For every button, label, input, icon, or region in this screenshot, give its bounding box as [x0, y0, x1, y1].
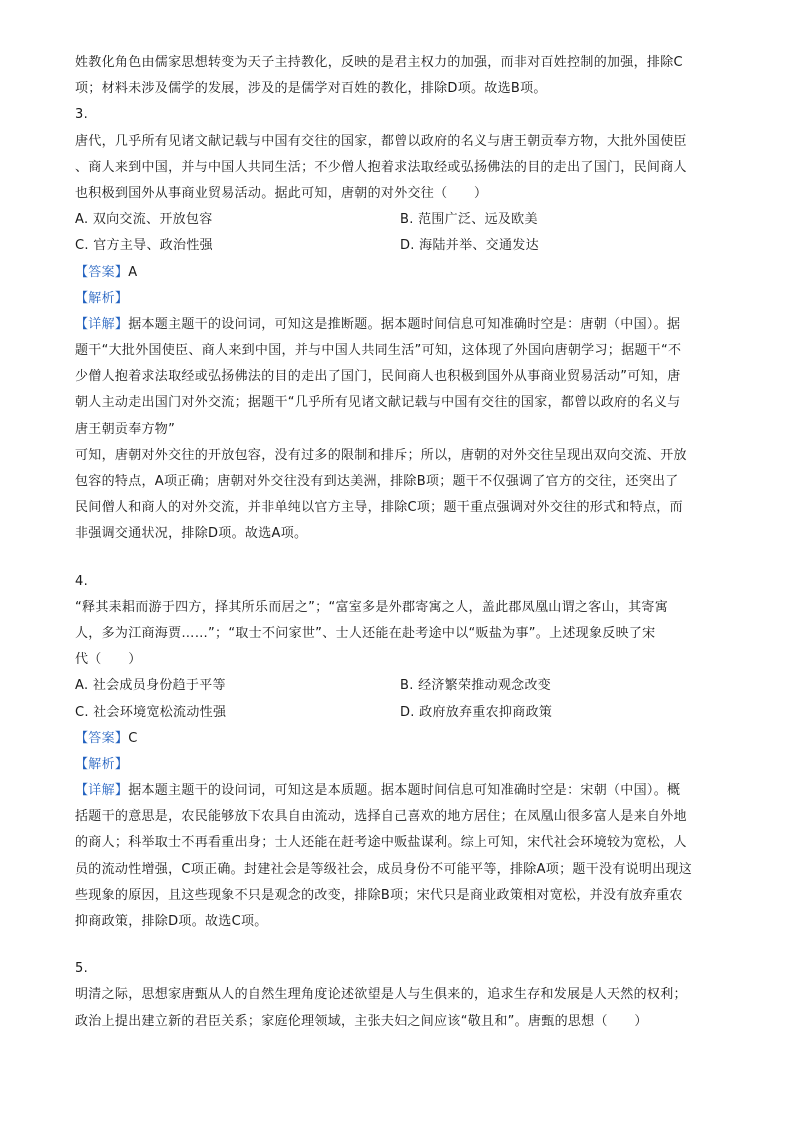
option-b: B. 范围广泛、远及欧美 [400, 212, 538, 228]
detail-tag: 【详解】 [75, 783, 129, 799]
intro-line: 姓教化角色由儒家思想转变为天子主持教化，反映的是君主权力的加强，而非对百姓控制的加强，排除C [75, 55, 683, 70]
option-a: A. 双向交流、开放包容 [75, 212, 213, 228]
option-c: C. 官方主导、政治性强 [75, 238, 213, 254]
question-stem-line: 明清之际，思想家唐甄从人的自然生理角度论述欲望是人与生俱来的，追求生存和发展是人天然的权利； [75, 987, 687, 1003]
detail-line: 非强调交通状况，排除D项。故选A项。 [75, 526, 308, 542]
question-stem-line: 人，多为江商海贾……”；“取士不问家世”、士人还能在赴考途中以“贩盐为事”。上述现象反映了宋 [75, 625, 656, 641]
question-stem-line: 政治上提出建立新的君臣关系；家庭伦理领域，主张夫妇之间应该“敬且和”。唐甄的思想（ ） [75, 1013, 648, 1029]
detail-line: 括题干的意思是，农民能够放下农具自由流动，选择自己喜欢的地方居住；在凤凰山很多富人是来自外地 [75, 809, 687, 825]
question-stem-line: “释其耒耜而游于四方，择其所乐而居之”；“富室多是外郡寄寓之人，盖此郡凤凰山谓之客山，其寄寓 [75, 599, 669, 615]
detail-line: 抑商政策，排除D项。故选C项。 [75, 914, 268, 929]
option-row [75, 207, 725, 233]
option-d: D. 海陆并举、交通发达 [400, 238, 539, 254]
answer-tag: 【答案】 [75, 264, 129, 280]
analysis-tag: 【解析】 [75, 290, 129, 306]
question-number: 5. [75, 961, 89, 977]
detail-line: 朝人主动走出国门对外交流；据题干“几乎所有见诸文献记载与中国有交往的国家，都曾以政府的名义与 [75, 395, 681, 411]
question-stem-line: 唐代，几乎所有见诸文献记载与中国有交往的国家，都曾以政府的名义与唐王朝贡奉方物，大批外国使臣 [75, 133, 687, 149]
option-row [75, 700, 725, 726]
analysis-line [75, 752, 725, 778]
answer-line [75, 260, 725, 286]
question-3 [75, 102, 725, 547]
detail-line: 员的流动性增强，C项正确。封建社会是等级社会，成员身份不可能平等，排除A项；题干没有说明出现这 [75, 861, 693, 877]
detail-line: 可知，唐朝对外交往的开放包容，没有过多的限制和排斥；所以，唐朝的对外交往呈现出双向交流、开放 [75, 447, 687, 463]
question-number: 4. [75, 573, 89, 589]
intro-paragraph [75, 50, 725, 102]
answer-line [75, 726, 725, 752]
detail-line: 题干“大批外国使臣、商人来到中国，并与中国人共同生活”可知，这体现了外国向唐朝学习；据题干“不 [75, 343, 682, 359]
analysis-tag: 【解析】 [75, 756, 129, 772]
question-stem-line: 、商人来到中国，并与中国人共同生活；不少僧人抱着求法取经或弘扬佛法的目的走出了国门，民间商人 [75, 159, 687, 175]
option-c: C. 社会环境宽松流动性强 [75, 704, 227, 720]
detail-line: 民间僧人和商人的对外交流，并非单纯以官方主导，排除C项；题干重点强调对外交往的形式和特点，而 [75, 500, 683, 516]
analysis-line [75, 286, 725, 312]
option-b: B. 经济繁荣推动观念改变 [400, 678, 552, 694]
option-row [75, 673, 725, 699]
option-a: A. 社会成员身份趋于平等 [75, 678, 226, 694]
detail-text: 据本题主题干的设问词，可知这是本质题。据本题时间信息可知准确时空是：宋朝（中国）。概 [128, 783, 681, 799]
answer-tag: 【答案】 [75, 730, 129, 746]
intro-line: 项；材料未涉及儒学的发展，涉及的是儒学对百姓的教化，排除D项。故选B项。 [75, 81, 547, 97]
question-stem-line: 代（ ） [75, 652, 142, 668]
option-d: D. 政府放弃重农抑商政策 [400, 704, 553, 720]
detail-line: 包容的特点，A项正确；唐朝对外交往没有到达美洲，排除B项；题干不仅强调了官方的交往，还突出了 [75, 474, 679, 489]
question-number: 3. [75, 107, 89, 123]
option-row [75, 233, 725, 259]
document-page [75, 50, 725, 1035]
question-5 [75, 956, 725, 1035]
detail-tag: 【详解】 [75, 316, 129, 332]
detail-line [75, 312, 725, 338]
question-stem-line: 也积极到国外从事商业贸易活动。据此可知，唐朝的对外交往（ ） [75, 185, 488, 201]
detail-line: 的商人；科举取士不再看重出身；士人还能在赶考途中贩盐谋利。综上可知，宋代社会环境较为宽松，人 [75, 835, 687, 851]
question-4 [75, 569, 725, 936]
detail-line: 些现象的原因，且这些现象不只是观念的改变，排除B项；宋代只是商业政策相对宽松，并没有放弃重农 [75, 887, 683, 903]
detail-line [75, 778, 725, 804]
detail-text: 据本题主题干的设问词，可知这是推断题。据本题时间信息可知准确时空是：唐朝（中国）。据 [128, 316, 681, 332]
detail-line: 少僧人抱着求法取经或弘扬佛法的目的走出了国门，民间商人也积极到国外从事商业贸易活动”可知，唐 [75, 369, 681, 385]
answer-value: A [128, 264, 138, 280]
answer-value: C [128, 730, 138, 746]
detail-line: 唐王朝贡奉方物” [75, 421, 176, 437]
